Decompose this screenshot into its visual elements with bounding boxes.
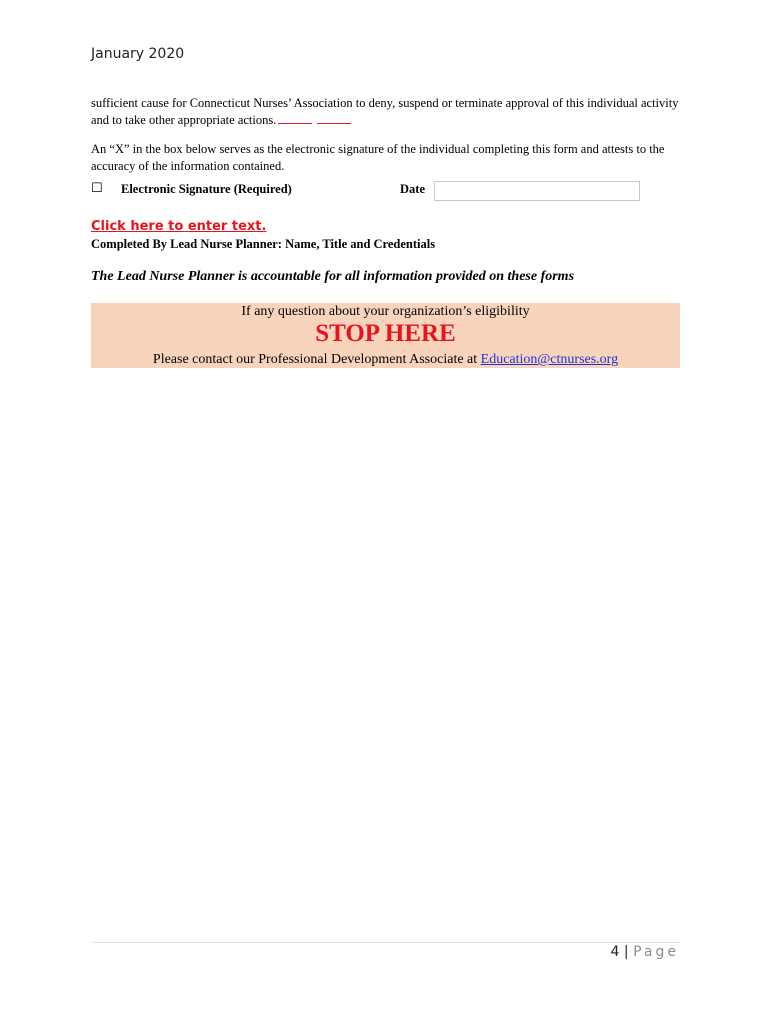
stop-here-box [91,303,680,368]
blank-line [278,112,312,124]
page-separator: | [623,944,629,960]
paragraph-approval-text: sufficient cause for Connecticut Nurses’ Association to deny, suspend or terminate approval of this individual activity and to take other appropriate actions. [91,96,679,127]
completed-by-label: Completed By Lead Nurse Planner: Name, Title and Credentials [91,237,436,251]
page-number-value: 4 [610,944,620,960]
header-date: January 2020 [91,46,185,62]
contact-line [91,352,680,368]
stop-here-heading: STOP HERE [315,320,456,347]
paragraph-approval [91,95,691,129]
eligibility-question: If any question about your organization’s eligibility [241,304,530,319]
signature-row [91,180,651,204]
click-to-enter-text-field[interactable]: Click here to enter text. [91,219,267,234]
date-label: Date [400,182,425,196]
paragraph-signature-notice: An “X” in the box below serves as the electronic signature of the individual completing this form and attests to the accuracy of the information contained. [91,142,665,173]
date-input[interactable] [434,181,640,201]
page-number [611,944,679,960]
accountability-statement: The Lead Nurse Planner is accountable for all information provided on these forms [91,269,575,284]
signature-checkbox[interactable]: ☐ [91,181,103,196]
contact-text: Please contact our Professional Development Associate at [152,352,481,367]
blank-line [317,112,351,124]
page-word: Page [633,944,679,960]
signature-label: Electronic Signature (Required) [121,182,292,196]
footer-divider [91,942,680,943]
email-link[interactable]: Education@ctnurses.org [480,352,619,367]
